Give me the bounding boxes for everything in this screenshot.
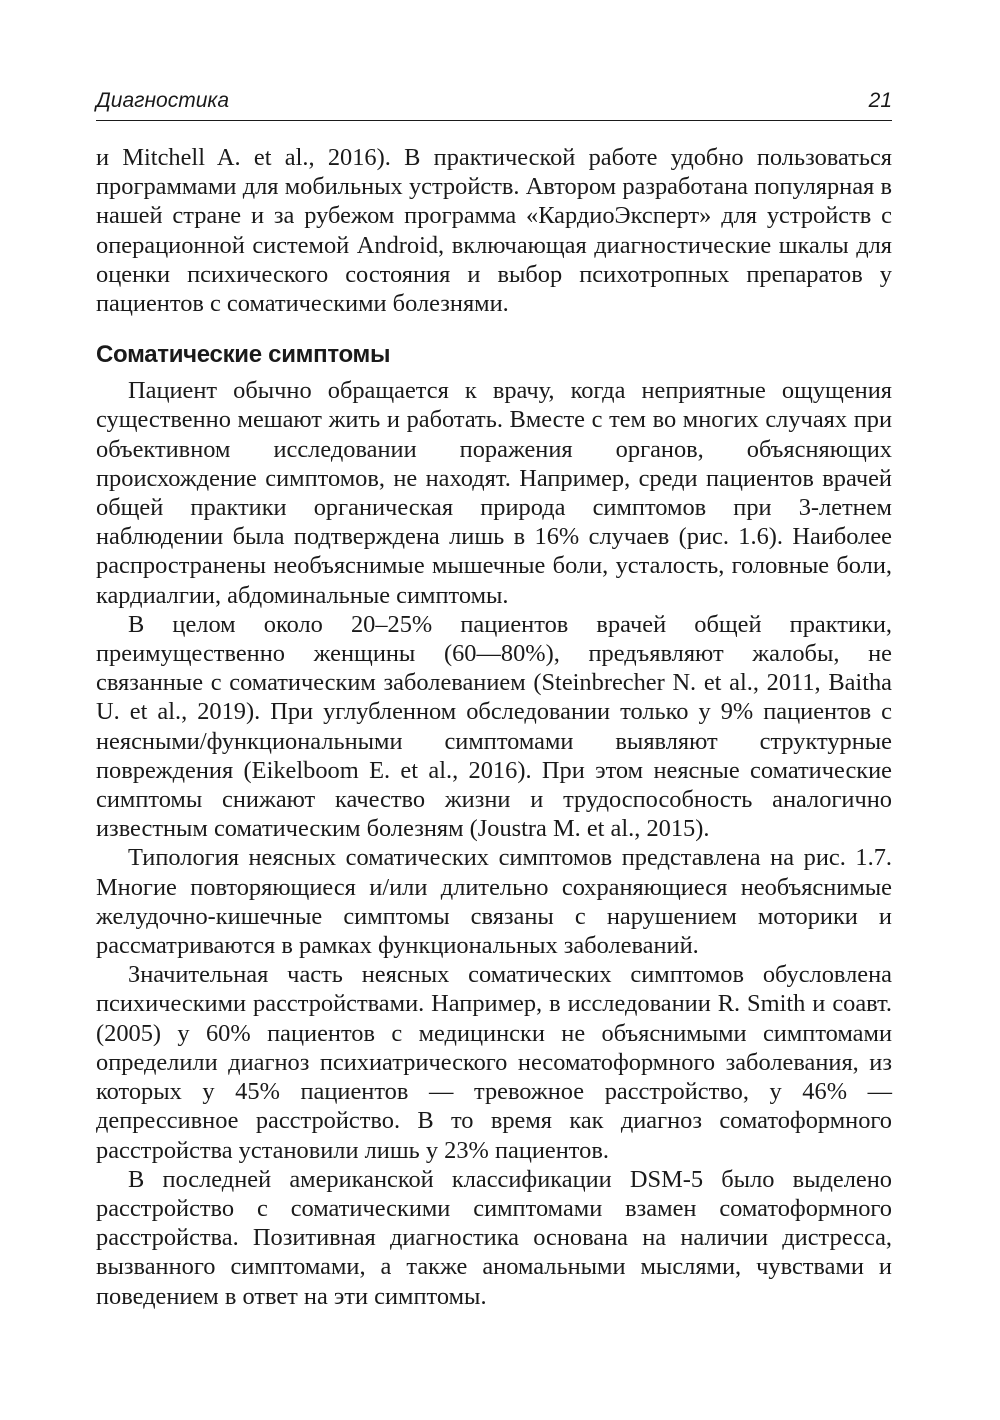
running-header-title: Диагностика: [96, 89, 230, 112]
paragraph: Значительная часть неясных соматических симптомов обусловлена психическими расстройствами. Например, в исследовании R. Smith и соавт. (2005) у 60% пациентов с медицински не объяснимыми симптомами определили диагноз психиатрического несоматоформного заболевания, из которых у 45% пациентов — тревожное расстройство, у 46% — депрессивное расстройство. В то время как диагноз соматоформного расстройства установили лишь у 23% пациентов.: [96, 961, 892, 1164]
body-text: [96, 143, 892, 1311]
page-number: 21: [868, 89, 892, 112]
paragraph: Типология неясных соматических симптомов представлена на рис. 1.7. Многие повторяющиеся и/или длительно сохраняющиеся необъяснимые желудочно-кишечные симптомы связаны с нарушением моторики и рассматриваются в рамках функциональных заболеваний.: [96, 844, 892, 960]
section-heading: Соматические симптомы: [96, 341, 391, 369]
book-page: [96, 88, 892, 1311]
paragraph-intro: и Mitchell A. et al., 2016). В практической работе удобно пользоваться программами для мобильных устройств. Автором разработана популярная в нашей стране и за рубежом программа «КардиоЭксперт» для устройств с операционной системой Android, включающая диагностические шкалы для оценки психического состояния и выбор психотропных препаратов у пациентов с соматическими болезнями.: [96, 144, 892, 318]
paragraph: В целом около 20–25% пациентов врачей общей практики, преимущественно женщины (60—80%), предъявляют жалобы, не связанные с соматическим заболеванием (Steinbrecher N. et al., 2011, Baitha U. et al., 2019). При углубленном обследовании только у 9% пациентов с неясными/функциональными симптомами выявляют структурные повреждения (Eikelboom E. et al., 2016). При этом неясные соматические симптомы снижают качество жизни и трудоспособность аналогично известным соматическим болезням (Joustra M. et al., 2015).: [96, 610, 892, 843]
paragraph: В последней американской классификации DSM-5 было выделено расстройство с соматическими симптомами взамен соматоформного расстройства. Позитивная диагностика основана на наличии дистресса, вызванного симптомами, а также аномальными мыслями, чувствами и поведением в ответ на эти симптомы.: [96, 1165, 892, 1310]
running-header: [96, 88, 892, 121]
paragraph: Пациент обычно обращается к врачу, когда неприятные ощущения существенно мешают жить и работать. Вместе с тем во многих случаях при объективном исследовании поражения органов, объясняющих происхождение симптомов, не находят. Например, среди пациентов врачей общей практики органическая природа симптомов при 3-летнем наблюдении была подтверждена лишь в 16% случаев (рис. 1.6). Наиболее распространены необъяснимые мышечные боли, усталость, головные боли, кардиалгии, абдоминальные симптомы.: [96, 377, 892, 609]
